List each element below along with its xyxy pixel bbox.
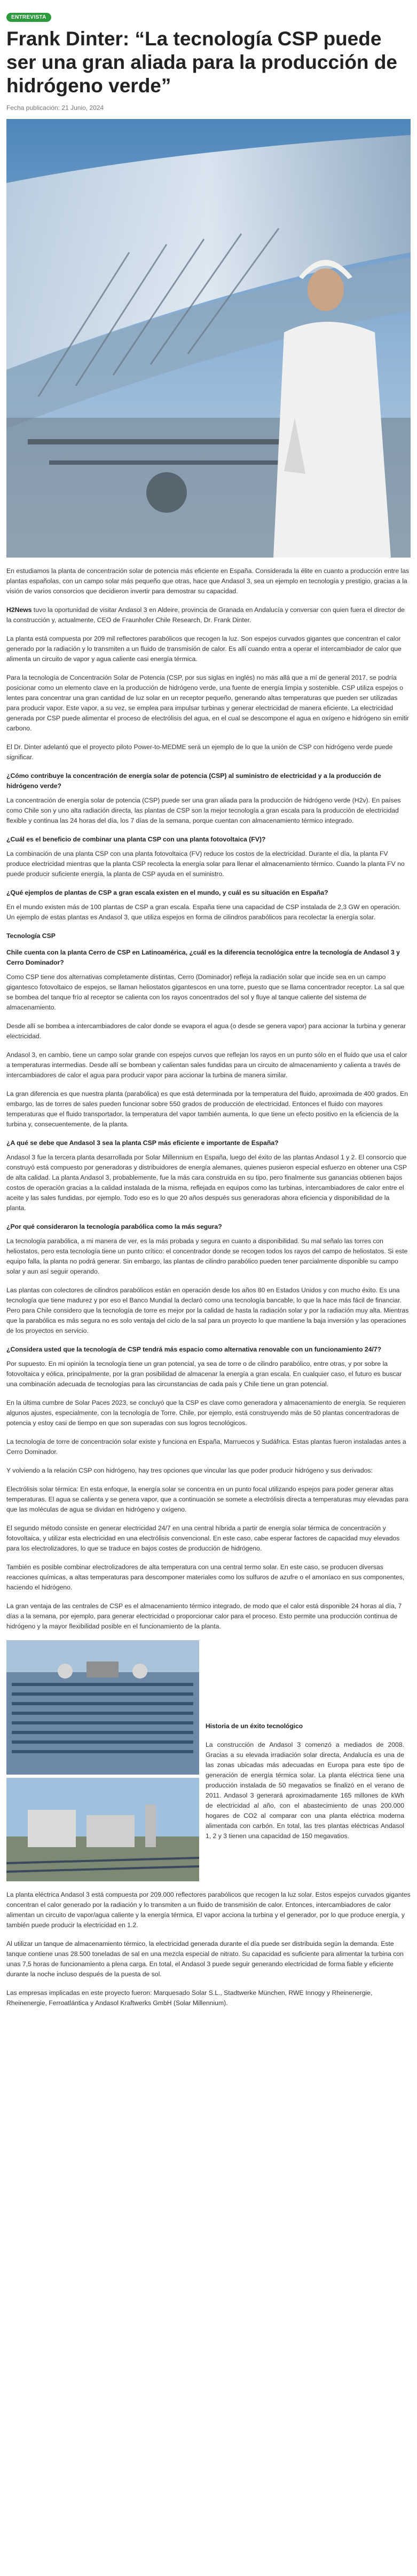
paragraph: La planta está compuesta por 209 mil reflectores parabólicos que recogen la luz. Son espejos curvados gigantes que concentran el calor generado por la radiación y lo transmiten a un fluido de transmisión de calor. Es allí cuando entra a operar el intercambiador de calor que alimenta un circuito de vapor y agua caliente casi energía térmica. bbox=[6, 635, 402, 663]
publication-name: H2News bbox=[6, 606, 32, 614]
interview-answer: Como CSP tiene dos alternativas completamente distintas, Cerro (Dominador) refleja la radiación solar que incide sea en un campo gigantesco fotovoltaico de espejos, se llaman heliostatos gigantescos en una torre, puesto que se llama concentrador receptor. La sal que se bombea del tanque frío al receptor se calienta con los rayos concentrados del sol y fluye al tanque caliente del sistema de almacenamiento. bbox=[6, 973, 405, 1011]
sidebar-paragraph: La construcción de Andasol 3 comenzó a mediados de 2008. Gracias a su elevada irradiación solar directa, Andalucía es una de las zonas ubicadas más adecuadas en Europa para este tipo de generación de energía térmica solar. La planta eléctrica tiene una producción instalada de 50 megavatios se finalizó en el verano de 2011. Andasol 3 generará aproximadamente 165 millones de kWh de electricidad al año, con el abastecimiento de unas 200.000 hogares de CO2 al comparar con una planta eléctrica moderna alimentada con carbón. En total, las tres plantas eléctricas Andasol 1, 2 y 3 tienen una capacidad de 150 megavatios. bbox=[206, 1741, 404, 1840]
interview-answer: Las plantas con colectores de cilindros parabólicos están en operación desde los años 80 en Estados Unidos y con mucho éxito. Es una tecnología que tiene madurez y por eso el Banco Mundial la declaró como una tecnología bancable, lo que la hace más fácil de financiar. Pero para Chile considero que la tecnología de torre es mejor por la calidad de hasta la radiación solar y por la radiación muy alta. Mientras que la parabólica es más segura no es solo ventaja del ciclo de la sal para un proyecto lo que mantiene la baja inversión y las operaciones de los proyectos en servicio. bbox=[6, 1286, 409, 1334]
hero-photo bbox=[6, 119, 411, 558]
interview-answer: Andasol 3 fue la tercera planta desarrollada por Solar Millennium en España, luego del éxito de las plantas Andasol 1 y 2. El consorcio que construyó está compuesto por generadoras y distribuidores de energía alemanes, quienes pusieron especial esfuerzo en obtener una CSP de alta calidad. La planta Andasol 3, probablemente, fue la más cara construida en su tipo, pero finalmente sus ganancias obtienen bajos costos de operación gracias a la calidad instalada de la misma, reflejada en equipos como las turbinas, intercambiadores de calor entre el aceite y las sales fundidas, por ejemplo. Todo eso es lo que 20 años después sus generadoras ahora eficiencia y disponibilidad de la planta. bbox=[6, 1154, 407, 1212]
paragraph: Las empresas implicadas en este proyecto fueron: Marquesado Solar S.L., Stadtwerke München, RWE Innogy y Rheinenergie, Rheinenergie, Ferroatlántica y Andasol Kraftwerks GmbH (Solar Millennium). bbox=[6, 1989, 373, 2007]
interview-answer: También es posible combinar electrolizadores de alta temperatura con una central termo solar. En este caso, se producen diversas reacciones químicas, a altas temperaturas para descomponer materiales como los sulfuros de azufre o el amoníaco en sus componentes, haciendo el hidrógeno. bbox=[6, 1563, 405, 1591]
paragraph: En estudiamos la planta de concentración solar de potencia más eficiente en España. Considerada la élite en cuanto a producción entre las plantas españolas, con un campo solar más pequeño que otras, hace que Andasol 3, sea un ejemplo en tecnología y prestigio, gracias a la visión de varios consorcios que decidieron invertir para demostrar su capacidad. bbox=[6, 567, 410, 595]
interview-question: ¿A qué se debe que Andasol 3 sea la planta CSP más eficiente e importante de España? bbox=[6, 1139, 279, 1147]
interview-answer: Por supuesto. En mi opinión la tecnología tiene un gran potencial, ya sea de torre o de cilindro parabólico, entre otras, y por sobre la fotovoltaica y eólica, principalmente, por la gran posibilidad de almacenar la energía a gran escala. En cualquier caso, el futuro es buscar una combinación adecuada de tecnologías para las circunstancias de cada país y Chile tiene un gran potencial. bbox=[6, 1360, 402, 1388]
interview-answer: La gran diferencia es que nuestra planta (parabólica) es que está determinada por la temperatura del fluido, aproximada de 400 grados. En embargo, las de torres de sales pueden funcionar sobre 550 grados de producción de electricidad. Entonces el fluido con mayores temperaturas que el fluido transportador, la temperatura del vapor también aumenta, lo que tiene un efecto positivo en la eficiencia de la turbina y, consecuentemente, de la planta. bbox=[6, 1090, 408, 1128]
section-heading: Tecnología CSP bbox=[6, 932, 56, 940]
photo-mosaic bbox=[6, 1640, 411, 1881]
paragraph bbox=[6, 605, 411, 625]
storage-tanks-image bbox=[6, 1778, 199, 1881]
sidebar-caption: Historia de un éxito tecnológico bbox=[206, 1722, 303, 1730]
interview-question: ¿Por qué consideraron la tecnología parabólica como la más segura? bbox=[6, 1223, 222, 1230]
article-title: Frank Dinter: “La tecnología CSP puede ser una gran aliada para la producción de hidrógeno verde” bbox=[6, 28, 397, 97]
paragraph: Para la tecnología de Concentración Solar de Potencia (CSP, por sus siglas en inglés) no más allá que a mí de general 2017, se podría posicionar como un elemento clave en la producción de hidrógeno verde, una fuente de energía limpia y sostenible. CSP utiliza espejos o lentes para concentrar una gran cantidad de luz solar en un receptor pequeño, generando altas temperaturas que pueden ser utilizadas para producir vapor. Este vapor, a su vez, se emplea para impulsar turbinas y generar electricidad de manera eficiente. La electricidad generada por CSP puede alimentar el proceso de electrólisis del agua, en el cual se descompone el agua en oxígeno e hidrógeno sin emitir carbono. bbox=[6, 674, 409, 732]
interview-question: ¿Cómo contribuye la concentración de energía solar de potencia (CSP) al suministro de electricidad y a la producción de hidrógeno verde? bbox=[6, 772, 381, 790]
solar-field-photo bbox=[6, 119, 411, 558]
interview-answer: La combinación de una planta CSP con una planta fotovoltaica (FV) reduce los costos de la electricidad. Durante el día, la planta FV produce electricidad mientras que la planta CSP recolecta la energía solar para llenar el almacenamiento térmico. Cuando la planta FV no puede producir suficiente energía, la planta de CSP ayuda en el suministro. bbox=[6, 850, 405, 878]
category-badge[interactable]: ENTREVISTA bbox=[6, 13, 51, 22]
interview-answer: En el mundo existen más de 100 plantas de CSP a gran escala. España tiene una capacidad de CSP instalada de 2,3 GW en operación. Un ejemplo de estas plantas es Andasol 3, que utiliza espejos en forma de cilindros parabólicos para recolectar la energía solar. bbox=[6, 903, 401, 921]
paragraph: El Dr. Dinter adelantó que el proyecto piloto Power-to-MEDME será un ejemplo de lo que la unión de CSP con hidrógeno verde puede significar. bbox=[6, 743, 393, 761]
interview-answer: En la última cumbre de Solar Paces 2023, se concluyó que la CSP es clave como generadora y almacenamiento de energía. Se requieren algunos ajustes, especialmente, con la tecnología de Torre. Chile, por ejemplo, está construyendo más de 50 plantas concentradoras de potencia y estoy casi de tiempo en que son superadas con sus logros tecnológicos. bbox=[6, 1399, 406, 1427]
article-body bbox=[6, 566, 411, 2008]
paragraph: La planta eléctrica Andasol 3 está compuesta por 209.000 reflectores parabólicos que recogen la luz solar. Estos espejos curvados gigantes concentran el calor generado por la radiación y lo transmiten a un fluido de transmisión de calor. Entonces, intercambiadores de calor alimentan un circuito de vapor/agua caliente y la energía térmica. El vapor acciona la turbina y el generador, por lo que produce energía, y también puede producir la electricidad en 1.2. bbox=[6, 1891, 411, 1929]
interview-answer: La tecnología de torre de concentración solar existe y funciona en España, Marruecos y Sudáfrica. Estas plantas fueron instaladas antes a Cerro Dominador. bbox=[6, 1438, 406, 1456]
paragraph: Al utilizar un tanque de almacenamiento térmico, la electricidad generada durante el día puede ser distribuida según la demanda. Este tanque contiene unas 28.500 toneladas de sal en una mezcla especial de nitrato. Su capacidad es suficiente para alimentar la turbina con unas 7,5 horas de funcionamiento a plena carga. En total, el Andasol 3 puede seguir generando electricidad de forma fiable y eficiente durante la noche incluso después de la puesta de sol. bbox=[6, 1940, 404, 1978]
interview-answer: La tecnología parabólica, a mi manera de ver, es la más probada y segura en cuanto a disponibilidad. Su mal señalo las torres con heliostatos, pero esta tecnología tiene un punto crítico: el concentrador donde se recogen todos los rayos del campo de heliostatos. Si este equipo falla, la planta no podrá generar. Sin embargo, las plantas de cilindro parabólico pueden tener parcialmente disponible su campo solar y aun así seguir operando. bbox=[6, 1237, 408, 1275]
interview-answer: Andasol 3, en cambio, tiene un campo solar grande con espejos curvos que reflejan los rayos en un punto sólo en el fluido que usa el calor a temperaturas intermedias. Desde allí se bombean y calientan sales fundidas para un circuito de almacenamiento y calienta a través de intercambiadores de calor el agua para producir vapor para accionar la turbina de manera similar. bbox=[6, 1051, 407, 1079]
aerial-plant-image bbox=[6, 1640, 199, 1775]
interview-answer: Y volviendo a la relación CSP con hidrógeno, hay tres opciones que vincular las que poder producir hidrógeno y sus derivados: bbox=[6, 1467, 373, 1474]
interview-answer: El segundo método consiste en generar electricidad 24/7 en una central híbrida a partir de energía solar térmica de concentración y fotovoltaica, y utilizar esta electricidad en una electrólisis convencional. En este caso, cabe esperar factores de capacidad muy elevados para los electrolizadores, lo que se traduce en bajos costes de producción de hidrógeno. bbox=[6, 1524, 400, 1552]
paragraph-text: tuvo la oportunidad de visitar Andasol 3 en Aldeire, provincia de Granada en Andalucía y conversar con quien fuera el director de la construcción y, actualmente, CEO de Fraunhofer Chile Research, Dr. Frank Dinter. bbox=[6, 606, 405, 624]
interview-answer: La concentración de energía solar de potencia (CSP) puede ser una gran aliada para la producción de hidrógeno verde (H2v). En países como Chile son y uno alta radiación directa, las plantas de CSP son la mejor tecnología a gran escala para la producción de electricidad flexible y continua las 24 horas del día, los 7 días de la semana, porque cuentan con almacenamiento térmico integrado. bbox=[6, 797, 401, 824]
publish-date: Fecha publicación: 21 Junio, 2024 bbox=[6, 104, 104, 112]
interview-question: ¿Qué ejemplos de plantas de CSP a gran escala existen en el mundo, y cuál es su situación en España? bbox=[6, 889, 328, 896]
aerial-plant-photo bbox=[6, 1640, 199, 1775]
tanks-photo bbox=[6, 1778, 199, 1881]
interview-question: ¿Cuál es el beneficio de combinar una planta CSP con una planta fotovoltaica (FV)? bbox=[6, 836, 266, 843]
interview-answer: Electrólisis solar térmica: En esta enfoque, la energía solar se concentra en un punto focal utilizando espejos para poder generar altas temperaturas. El agua se calienta y se genera vapor, que a continuación se somete a electrólisis directa a temperaturas muy elevadas para que las moléculas de agua se dividan en hidrógeno y oxígeno. bbox=[6, 1485, 408, 1513]
interview-question: Chile cuenta con la planta Cerro de CSP en Latinoamérica, ¿cuál es la diferencia tecnológica entre la tecnología de Andasol 3 y Cerro Dominador? bbox=[6, 949, 400, 966]
interview-answer: Desde allí se bombea a intercambiadores de calor donde se evapora el agua (o desde se genera vapor) para accionar la turbina y generar electricidad. bbox=[6, 1022, 406, 1040]
interview-answer: La gran ventaja de las centrales de CSP es el almacenamiento térmico integrado, de modo que el calor está disponible 24 horas al día, 7 días a la semana, por ejemplo, para generar electricidad o proporcionar calor para el proceso. Esto permite una producción continua de hidrógeno y la mayor flexibilidad posible en el funcionamiento de la planta. bbox=[6, 1602, 402, 1630]
interview-question: ¿Considera usted que la tecnología de CSP tendrá más espacio como alternativa renovable con un funcionamiento 24/7? bbox=[6, 1346, 382, 1353]
